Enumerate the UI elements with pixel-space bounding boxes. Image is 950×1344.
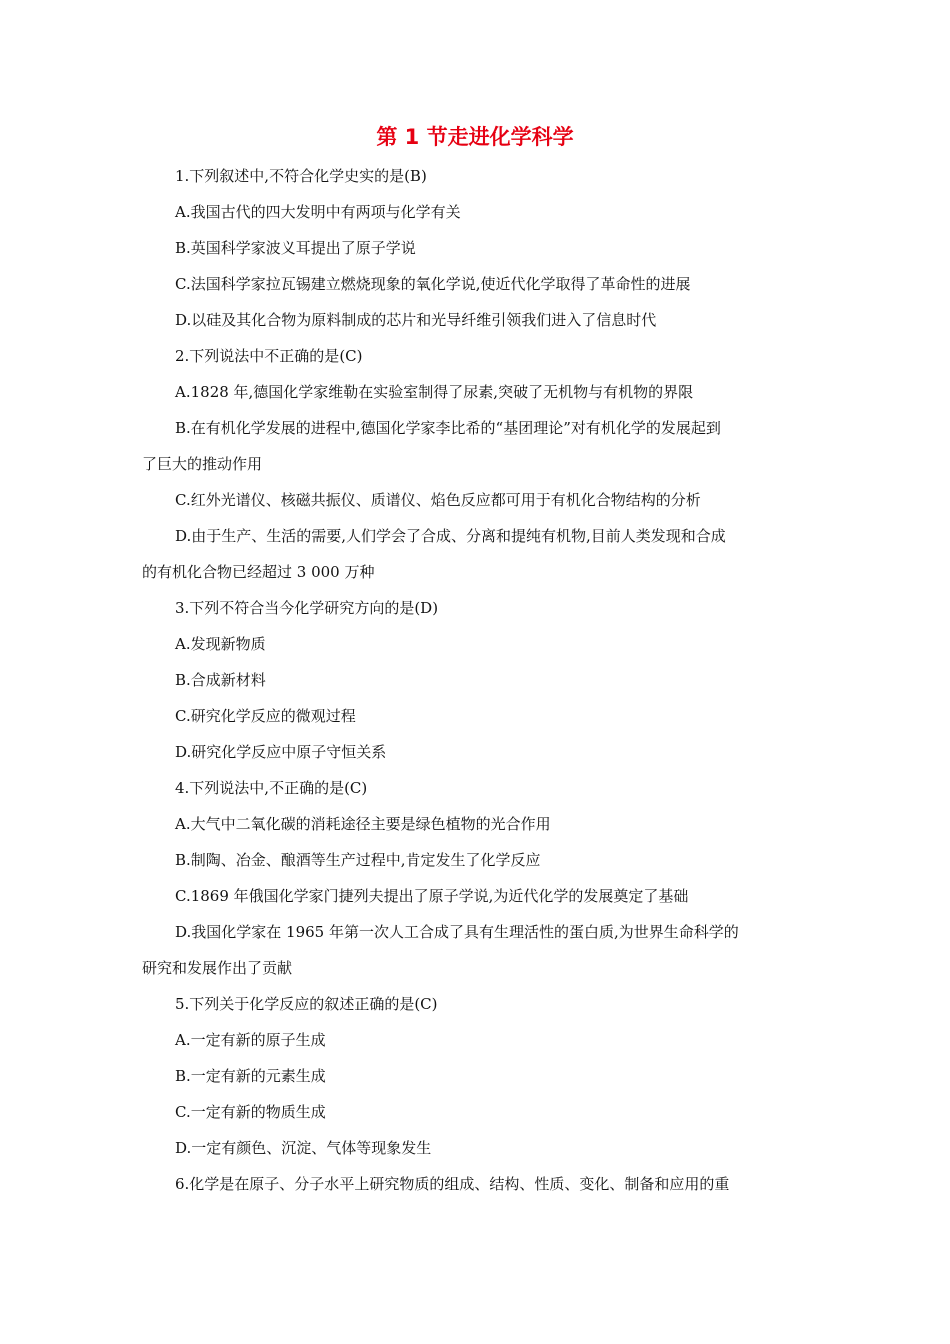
page-title: 第 1 节走进化学科学 — [376, 125, 574, 149]
text-line: B.在有机化学发展的进程中,德国化学家李比希的“基团理论”对有机化学的发展起到 — [175, 419, 721, 437]
text-line: 2.下列说法中不正确的是(C) — [175, 347, 363, 365]
text-line: C.研究化学反应的微观过程 — [175, 707, 356, 725]
text-line: D.以硅及其化合物为原料制成的芯片和光导纤维引领我们进入了信息时代 — [175, 311, 657, 329]
text-line: D.我国化学家在 1965 年第一次人工合成了具有生理活性的蛋白质,为世界生命科学的 — [175, 923, 739, 941]
text-line: D.一定有颜色、沉淀、气体等现象发生 — [175, 1139, 432, 1157]
text-line: 了巨大的推动作用 — [142, 455, 263, 473]
text-line: C.红外光谱仪、核磁共振仪、质谱仪、焰色反应都可用于有机化合物结构的分析 — [175, 491, 701, 509]
text-line: A.发现新物质 — [175, 635, 266, 653]
text-line: A.我国古代的四大发明中有两项与化学有关 — [175, 203, 461, 221]
text-line: 1.下列叙述中,不符合化学史实的是(B) — [175, 167, 427, 185]
text-line: B.英国科学家波义耳提出了原子学说 — [175, 239, 416, 257]
text-line: D.研究化学反应中原子守恒关系 — [175, 743, 387, 761]
text-line: 4.下列说法中,不正确的是(C) — [175, 779, 368, 797]
text-line: 的有机化合物已经超过 3 000 万种 — [142, 563, 375, 581]
text-line: B.一定有新的元素生成 — [175, 1067, 326, 1085]
text-line: A.1828 年,德国化学家维勒在实验室制得了尿素,突破了无机物与有机物的界限 — [175, 383, 694, 401]
text-line: 3.下列不符合当今化学研究方向的是(D) — [175, 599, 439, 617]
text-line: A.大气中二氧化碳的消耗途径主要是绿色植物的光合作用 — [175, 815, 551, 833]
text-line: 6.化学是在原子、分子水平上研究物质的组成、结构、性质、变化、制备和应用的重 — [175, 1175, 730, 1193]
text-line: D.由于生产、生活的需要,人们学会了合成、分离和提纯有机物,目前人类发现和合成 — [175, 527, 726, 545]
text-line: B.合成新材料 — [175, 671, 266, 689]
text-line: B.制陶、冶金、酿酒等生产过程中,肯定发生了化学反应 — [175, 851, 541, 869]
document-body — [142, 158, 810, 1202]
text-line: C.法国科学家拉瓦锡建立燃烧现象的氧化学说,使近代化学取得了革命性的进展 — [175, 275, 691, 293]
text-line: C.一定有新的物质生成 — [175, 1103, 326, 1121]
text-line: C.1869 年俄国化学家门捷列夫提出了原子学说,为近代化学的发展奠定了基础 — [175, 887, 689, 905]
text-line: 研究和发展作出了贡献 — [142, 959, 293, 977]
text-line: A.一定有新的原子生成 — [175, 1031, 326, 1049]
text-line: 5.下列关于化学反应的叙述正确的是(C) — [175, 995, 438, 1013]
